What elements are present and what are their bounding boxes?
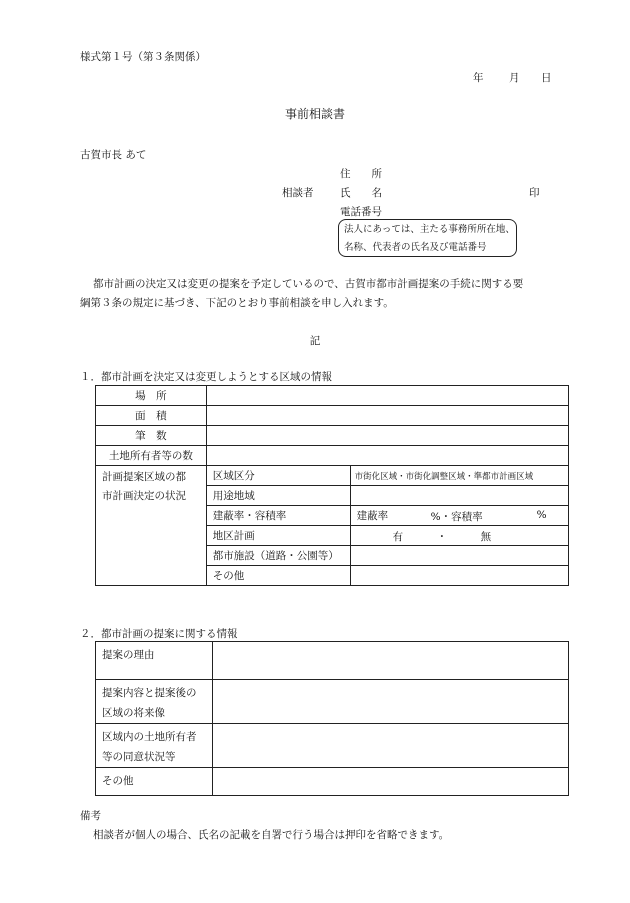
addressee: 古賀市長 あて — [80, 149, 147, 161]
use-district-label: 用途地域 — [206, 486, 350, 506]
status-label — [96, 466, 207, 586]
form-number: 様式第１号（第３条関係） — [80, 51, 206, 63]
ratio-label: 建蔽率・容積率 — [206, 506, 350, 526]
ratio-value[interactable] — [350, 506, 568, 526]
owners-label: 土地所有者等の数 — [96, 446, 207, 466]
zoning-label: 区域区分 — [206, 466, 350, 486]
date-day-label: 日 — [541, 72, 552, 84]
proposal-content-line1: 提案内容と提案後の — [102, 687, 197, 699]
location-value[interactable] — [206, 386, 568, 406]
district-separator: ・ — [436, 531, 448, 543]
percent-sign: % — [536, 509, 547, 521]
seal-mark: 印 — [529, 187, 540, 199]
body-text-line1: 都市計画の決定又は変更の提案を予定しているので、古賀市都市計画提案の手続に関する要 — [93, 278, 524, 290]
use-district-value[interactable] — [350, 486, 568, 506]
phone-label: 電話番号 — [340, 206, 382, 218]
floor-area-ratio-text: %・容積率 — [430, 511, 483, 523]
applicant-label: 相談者 — [282, 187, 314, 199]
other-label: その他 — [206, 566, 350, 586]
name-label: 氏 名 — [340, 187, 382, 199]
table-row — [96, 426, 569, 446]
status-label-line1: 計画提案区域の都 — [102, 471, 186, 483]
district-plan-value[interactable] — [350, 526, 568, 546]
table-row — [96, 768, 569, 796]
consent-status-line2: 等の同意状況等 — [102, 751, 176, 763]
area-value[interactable] — [206, 406, 568, 426]
table-row — [96, 386, 569, 406]
area-info-table — [95, 385, 569, 586]
coverage-ratio-text: 建蔽率 — [356, 510, 389, 522]
ki-heading: 記 — [309, 335, 321, 347]
section2-heading: ２．都市計画の提案に関する情報 — [80, 628, 238, 640]
district-no-option[interactable]: 無 — [480, 531, 492, 543]
consent-status-line1: 区域内の土地所有者 — [102, 731, 197, 743]
remarks-text: 相談者が個人の場合、氏名の記載を自署で行う場合は押印を省略できます。 — [93, 829, 450, 841]
proposal-content-line2: 区域の将来像 — [102, 707, 165, 719]
proposal-info-table — [95, 641, 569, 796]
table-row — [96, 466, 569, 486]
table-row — [96, 680, 569, 724]
remarks-heading: 備考 — [80, 810, 101, 822]
corporate-note-line1: 法人にあっては、主たる事務所所在地、 — [344, 224, 515, 235]
location-label: 場 所 — [96, 386, 207, 406]
body-text-line2: 綱第３条の規定に基づき、下記のとおり事前相談を申し入れます。 — [80, 297, 394, 309]
area-label: 面 積 — [96, 406, 207, 426]
urban-facility-label: 都市施設（道路・公園等） — [206, 546, 350, 566]
district-yes-option[interactable]: 有 — [392, 531, 404, 543]
consent-status-value[interactable] — [212, 724, 568, 768]
proposal-content-label — [96, 680, 213, 724]
parcels-value[interactable] — [206, 426, 568, 446]
corporate-note-line2: 名称、代表者の氏名及び電話番号 — [344, 242, 487, 253]
date-year-label: 年 — [473, 72, 484, 84]
urban-facility-value[interactable] — [350, 546, 568, 566]
status-label-line2: 市計画決定の状況 — [102, 490, 186, 502]
table-row — [96, 642, 569, 680]
consent-status-label — [96, 724, 213, 768]
date-month-label: 月 — [509, 72, 520, 84]
proposal-content-value[interactable] — [212, 680, 568, 724]
address-label: 住 所 — [340, 168, 382, 180]
zoning-value[interactable]: 市街化区域・市街化調整区域・準都市計画区域 — [350, 466, 568, 486]
section1-heading: １．都市計画を決定又は変更しようとする区域の情報 — [80, 371, 332, 383]
section2-other-value[interactable] — [212, 768, 568, 796]
proposal-reason-value[interactable] — [212, 642, 568, 680]
table-row — [96, 406, 569, 426]
proposal-reason-label: 提案の理由 — [96, 642, 213, 680]
other-value[interactable] — [350, 566, 568, 586]
parcels-label: 筆 数 — [96, 426, 207, 446]
table-row — [96, 446, 569, 466]
district-plan-label: 地区計画 — [206, 526, 350, 546]
document-title: 事前相談書 — [284, 107, 345, 121]
owners-value[interactable] — [206, 446, 568, 466]
section2-other-label: その他 — [96, 768, 213, 796]
table-row — [96, 724, 569, 768]
